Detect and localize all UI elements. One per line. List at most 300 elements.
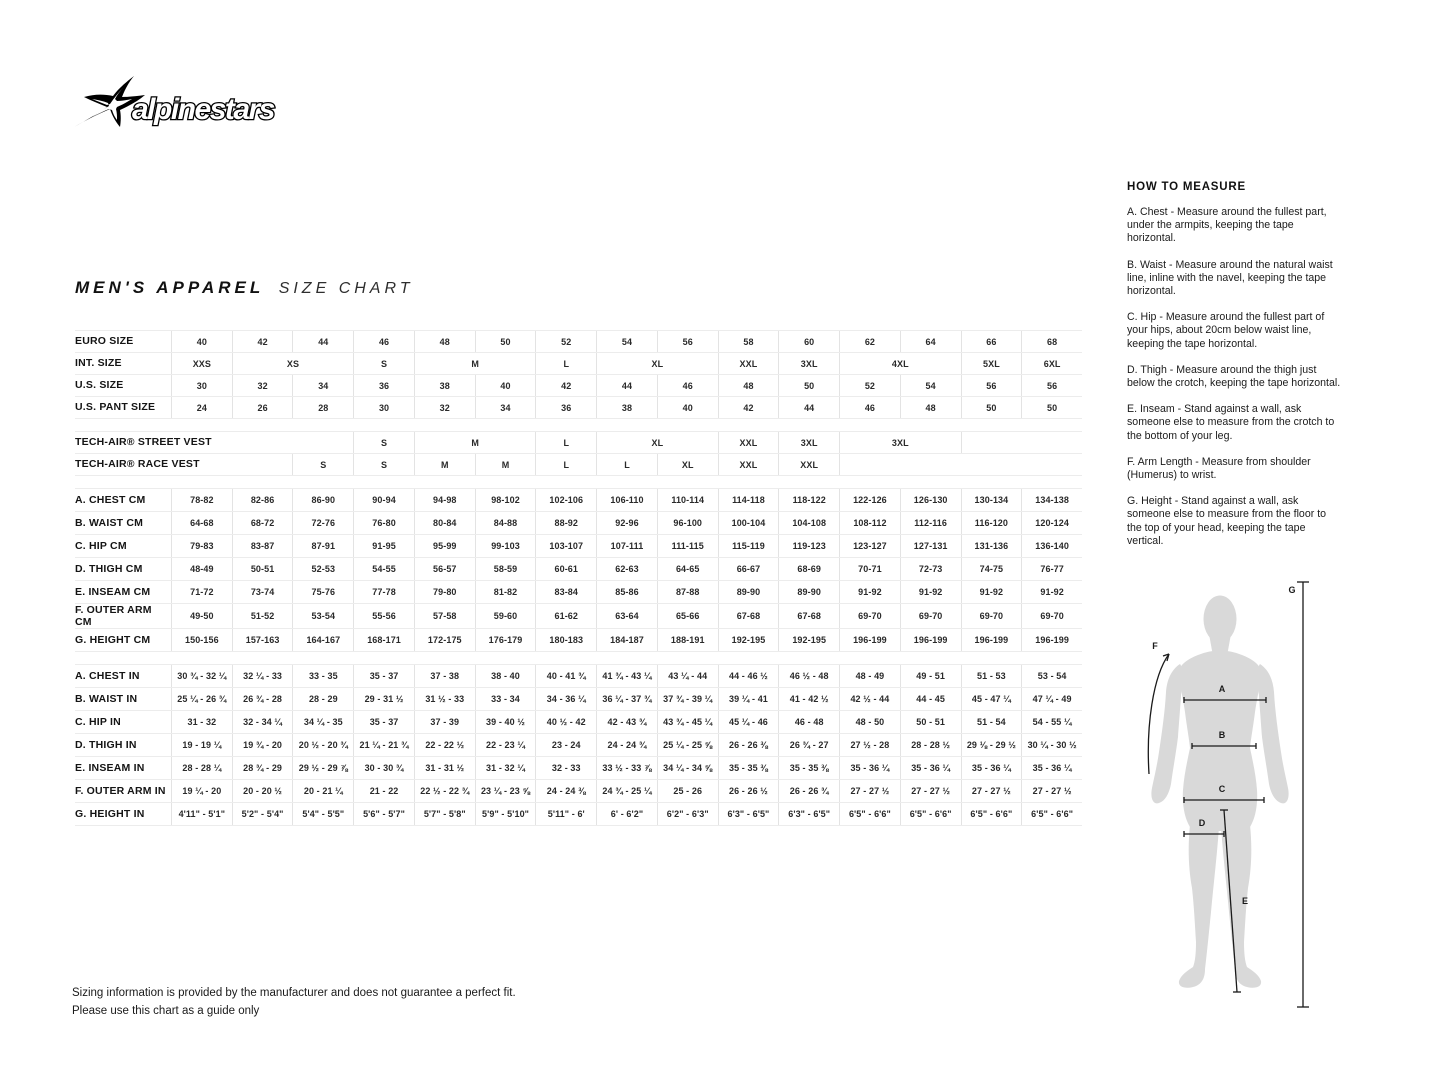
size-cell: 32	[232, 375, 293, 396]
size-cell: 60-61	[535, 558, 596, 580]
size-cell: 64	[900, 331, 961, 352]
size-cell: 31 - 32	[171, 711, 232, 733]
table-section-in	[75, 664, 1082, 826]
size-cell: 6'3" - 6'5"	[778, 803, 839, 825]
size-cell: 48-49	[171, 558, 232, 580]
size-cell: 30 ¾ - 32 ¼	[171, 665, 232, 687]
size-cell: 44	[292, 331, 353, 352]
size-cell: 78-82	[171, 489, 232, 511]
table-row	[75, 558, 1082, 581]
size-table	[75, 330, 1082, 838]
size-cell: 6'3" - 6'5"	[718, 803, 779, 825]
row-label: G. HEIGHT CM	[75, 634, 151, 647]
size-cell: 91-92	[839, 581, 900, 603]
size-cell: 35 - 36 ¼	[961, 757, 1022, 779]
size-cell: 70-71	[839, 558, 900, 580]
size-cell: 27 - 27 ½	[839, 780, 900, 802]
size-cell: 53 - 54	[1021, 665, 1082, 687]
row-label: TECH-AIR® STREET VEST	[75, 436, 212, 449]
size-cell: 48	[414, 331, 475, 352]
table-section-cm	[75, 488, 1082, 652]
size-cell: 83-84	[535, 581, 596, 603]
size-cell: M	[414, 432, 535, 453]
size-cell: 23 ¼ - 23 ⅝	[475, 780, 536, 802]
size-cell: 43 ¼ - 44	[657, 665, 718, 687]
table-row	[75, 629, 1082, 652]
size-cell: 107-111	[596, 535, 657, 557]
size-cell: L	[535, 353, 596, 374]
size-cell: 6'5" - 6'6"	[839, 803, 900, 825]
row-label: D. THIGH CM	[75, 562, 143, 575]
size-cell: 31 - 32 ¼	[475, 757, 536, 779]
size-cell: 68-72	[232, 512, 293, 534]
size-cell: 42	[535, 375, 596, 396]
size-cell: 196-199	[1021, 629, 1082, 651]
size-cell: 72-73	[900, 558, 961, 580]
size-cell: 26 ¾ - 28	[232, 688, 293, 710]
size-cell: 126-130	[900, 489, 961, 511]
row-label: U.S. PANT SIZE	[75, 401, 156, 414]
size-cell: 104-108	[778, 512, 839, 534]
size-cell: 69-70	[839, 604, 900, 628]
size-cell: 24 - 24 ⅜	[535, 780, 596, 802]
measure-label-a: A	[1218, 684, 1226, 694]
size-cell: 20 ½ - 20 ¾	[292, 734, 353, 756]
size-cell: 184-187	[596, 629, 657, 651]
size-cell: 89-90	[778, 581, 839, 603]
size-cell: 31 - 31 ½	[414, 757, 475, 779]
size-cell: 34 - 36 ¼	[535, 688, 596, 710]
size-cell: 21 - 22	[353, 780, 414, 802]
row-label: B. WAIST IN	[75, 693, 138, 706]
size-cell: 68-69	[778, 558, 839, 580]
size-cell: 35 - 36 ¼	[1021, 757, 1082, 779]
size-cell: 168-171	[353, 629, 414, 651]
size-cell: S	[353, 353, 414, 374]
size-cell: 5XL	[961, 353, 1022, 374]
size-cell: 26 - 26 ¾	[778, 780, 839, 802]
page-title-main: MEN'S APPAREL	[75, 278, 265, 297]
size-cell: 64-65	[657, 558, 718, 580]
size-cell: 22 ½ - 22 ¾	[414, 780, 475, 802]
size-cell: 69-70	[961, 604, 1022, 628]
size-cell: 114-118	[718, 489, 779, 511]
size-cell: 60	[778, 331, 839, 352]
size-cell: XL	[596, 353, 717, 374]
size-cell: 110-114	[657, 489, 718, 511]
size-cell: 46	[353, 331, 414, 352]
size-cell: 38 - 40	[475, 665, 536, 687]
size-cell: 26 ¾ - 27	[778, 734, 839, 756]
size-cell: 28 - 28 ½	[900, 734, 961, 756]
measure-instruction-waist: B. Waist - Measure around the natural waist line, inline with the navel, keeping the tape horizontal.	[1127, 258, 1333, 298]
how-to-measure-heading: HOW TO MEASURE	[1127, 181, 1246, 193]
size-cell: 42 - 43 ¾	[596, 711, 657, 733]
size-cell: 54	[900, 375, 961, 396]
size-cell: 82-86	[232, 489, 293, 511]
size-cell: 99-103	[475, 535, 536, 557]
disclaimer	[72, 985, 516, 1021]
row-label: C. HIP IN	[75, 716, 121, 729]
size-cell: 51 - 54	[961, 711, 1022, 733]
logo-wordmark: alpinestars	[132, 93, 274, 126]
size-cell: 49 - 51	[900, 665, 961, 687]
table-row	[75, 489, 1082, 512]
row-label: D. THIGH IN	[75, 739, 137, 752]
size-cell: 6'5" - 6'6"	[961, 803, 1022, 825]
size-cell: 39 ¼ - 41	[718, 688, 779, 710]
size-cell: 123-127	[839, 535, 900, 557]
size-cell: 27 - 27 ½	[900, 780, 961, 802]
size-cell: 48 - 50	[839, 711, 900, 733]
size-cell: 48	[718, 375, 779, 396]
table-row	[75, 331, 1082, 353]
size-cell: 74-75	[961, 558, 1022, 580]
size-cell: 40 - 41 ¾	[535, 665, 596, 687]
size-cell: 20 - 20 ½	[232, 780, 293, 802]
size-cell: 3XL	[778, 432, 839, 453]
size-cell: 98-102	[475, 489, 536, 511]
disclaimer-line-1: Sizing information is provided by the manufacturer and does not guarantee a perfect fit.	[72, 987, 516, 999]
size-cell: 6'2" - 6'3"	[657, 803, 718, 825]
size-cell: 42	[718, 397, 779, 418]
size-cell: 75-76	[292, 581, 353, 603]
size-cell: 63-64	[596, 604, 657, 628]
measure-instruction-chest: A. Chest - Measure around the fullest part, under the armpits, keeping the tape horizontal.	[1127, 206, 1327, 245]
size-cell: 57-58	[414, 604, 475, 628]
size-cell: 51 - 53	[961, 665, 1022, 687]
size-cell: 88-92	[535, 512, 596, 534]
size-cell: 44 - 45	[900, 688, 961, 710]
size-cell: 34	[292, 375, 353, 396]
size-cell: 36 ¼ - 37 ¾	[596, 688, 657, 710]
size-cell: 24 - 24 ¾	[596, 734, 657, 756]
size-cell: 47 ¼ - 49	[1021, 688, 1082, 710]
size-cell: 127-131	[900, 535, 961, 557]
size-cell: L	[535, 432, 596, 453]
size-cell: 33 - 35	[292, 665, 353, 687]
table-row	[75, 375, 1082, 397]
size-cell: 32 - 34 ¼	[232, 711, 293, 733]
size-cell: 5'11" - 6'	[535, 803, 596, 825]
size-cell: 150-156	[171, 629, 232, 651]
size-cell: 52	[535, 331, 596, 352]
size-cell: 79-80	[414, 581, 475, 603]
size-cell: XXS	[171, 353, 232, 374]
size-cell: 62	[839, 331, 900, 352]
alpinestars-logo	[70, 76, 322, 139]
row-label: A. CHEST IN	[75, 670, 140, 683]
size-cell: 72-76	[292, 512, 353, 534]
size-cell: XS	[232, 353, 353, 374]
size-cell: 27 - 27 ½	[1021, 780, 1082, 802]
size-cell: 40 ½ - 42	[535, 711, 596, 733]
size-cell: XL	[596, 432, 717, 453]
table-row	[75, 780, 1082, 803]
size-cell: 50	[961, 397, 1022, 418]
size-cell: S	[353, 432, 414, 453]
size-cell: 111-115	[657, 535, 718, 557]
size-cell: 30	[171, 375, 232, 396]
size-cell: 33 - 34	[475, 688, 536, 710]
size-cell	[961, 432, 1082, 453]
size-cell: 3XL	[839, 432, 960, 453]
page-title-sub: SIZE CHART	[278, 280, 414, 297]
size-cell: 38	[414, 375, 475, 396]
body-measurement-figure	[1140, 576, 1320, 1021]
page-title	[75, 278, 414, 298]
size-cell: 44	[778, 397, 839, 418]
table-row	[75, 688, 1082, 711]
table-row	[75, 803, 1082, 826]
size-cell: 112-116	[900, 512, 961, 534]
row-label: F. OUTER ARM IN	[75, 785, 166, 798]
size-cell: 37 - 39	[414, 711, 475, 733]
size-cell: 35 - 35 ⅜	[778, 757, 839, 779]
size-cell: 87-91	[292, 535, 353, 557]
size-cell: 69-70	[900, 604, 961, 628]
size-cell: 5'7" - 5'8"	[414, 803, 475, 825]
size-cell: M	[414, 454, 475, 475]
size-cell: 44 - 46 ½	[718, 665, 779, 687]
size-cell: 32	[414, 397, 475, 418]
size-cell: 6'5" - 6'6"	[900, 803, 961, 825]
size-cell: 32 ¼ - 33	[232, 665, 293, 687]
size-cell: 28 - 29	[292, 688, 353, 710]
size-cell: 192-195	[778, 629, 839, 651]
size-cell: 28 ¾ - 29	[232, 757, 293, 779]
size-cell: 102-106	[535, 489, 596, 511]
size-cell: 6'5" - 6'6"	[1021, 803, 1082, 825]
size-cell: 46	[657, 375, 718, 396]
size-cell: 5'6" - 5'7"	[353, 803, 414, 825]
measure-instruction-height: G. Height - Stand against a wall, ask someone else to measure from the floor to the top of your head, keeping the tape vertical.	[1127, 495, 1327, 547]
size-cell: 26 - 26 ⅜	[718, 734, 779, 756]
size-cell: 35 - 37	[353, 711, 414, 733]
size-cell: 131-136	[961, 535, 1022, 557]
size-cell: 49-50	[171, 604, 232, 628]
height-measure-line	[1297, 582, 1309, 1007]
size-cell: 176-179	[475, 629, 536, 651]
size-cell: 172-175	[414, 629, 475, 651]
size-cell: 50	[1021, 397, 1082, 418]
size-cell: 188-191	[657, 629, 718, 651]
size-cell: 103-107	[535, 535, 596, 557]
size-cell: 164-167	[292, 629, 353, 651]
size-cell: 54 - 55 ¼	[1021, 711, 1082, 733]
size-cell: 120-124	[1021, 512, 1082, 534]
size-cell: 91-95	[353, 535, 414, 557]
size-cell: 33 ½ - 33 ⅞	[596, 757, 657, 779]
size-cell: 89-90	[718, 581, 779, 603]
size-cell: 48 - 49	[839, 665, 900, 687]
size-cell: 119-123	[778, 535, 839, 557]
table-row	[75, 432, 1082, 454]
size-cell: 51-52	[232, 604, 293, 628]
size-cell: 91-92	[961, 581, 1022, 603]
size-cell: 39 - 40 ½	[475, 711, 536, 733]
table-row	[75, 535, 1082, 558]
size-cell: 29 ½ - 29 ⅞	[292, 757, 353, 779]
size-cell: 96-100	[657, 512, 718, 534]
size-cell: 42 ½ - 44	[839, 688, 900, 710]
size-cell: 22 - 22 ½	[414, 734, 475, 756]
size-cell	[839, 454, 1082, 475]
disclaimer-line-2: Please use this chart as a guide only	[72, 1004, 260, 1017]
size-cell: XXL	[778, 454, 839, 475]
size-cell: 37 - 38	[414, 665, 475, 687]
alpinestars-logo-graphic	[70, 76, 322, 134]
size-cell: 83-87	[232, 535, 293, 557]
size-cell: XXL	[718, 353, 779, 374]
table-row	[75, 353, 1082, 375]
measure-label-c: C	[1218, 784, 1226, 794]
measure-label-e: E	[1241, 896, 1249, 906]
measure-label-b: B	[1218, 730, 1226, 740]
size-cell: 41 - 42 ½	[778, 688, 839, 710]
size-cell: L	[535, 454, 596, 475]
size-cell: 35 - 36 ¼	[839, 757, 900, 779]
size-cell: 68	[1021, 331, 1082, 352]
size-cell: 46 - 48	[778, 711, 839, 733]
size-cell: 19 ¾ - 20	[232, 734, 293, 756]
size-cell: 40	[171, 331, 232, 352]
measure-instruction-arm: F. Arm Length - Measure from shoulder (Humerus) to wrist.	[1127, 455, 1311, 482]
size-cell: 65-66	[657, 604, 718, 628]
size-cell: 40	[657, 397, 718, 418]
size-cell: 34 ¼ - 34 ⅝	[657, 757, 718, 779]
size-cell: 5'4" - 5'5"	[292, 803, 353, 825]
size-cell: 45 ¼ - 46	[718, 711, 779, 733]
measure-label-d: D	[1198, 818, 1206, 828]
size-cell: 20 - 21 ¼	[292, 780, 353, 802]
size-cell: 50	[778, 375, 839, 396]
size-cell: M	[475, 454, 536, 475]
size-cell: 35 - 37	[353, 665, 414, 687]
size-cell: 67-68	[778, 604, 839, 628]
size-cell: 54	[596, 331, 657, 352]
size-cell: 66-67	[718, 558, 779, 580]
size-cell: 24	[171, 397, 232, 418]
size-cell: 86-90	[292, 489, 353, 511]
size-cell: 55-56	[353, 604, 414, 628]
table-row	[75, 512, 1082, 535]
size-cell: 48	[900, 397, 961, 418]
size-cell: 6' - 6'2"	[596, 803, 657, 825]
size-cell: 180-183	[535, 629, 596, 651]
size-cell: 134-138	[1021, 489, 1082, 511]
size-cell: 100-104	[718, 512, 779, 534]
size-cell: 50	[475, 331, 536, 352]
size-cell: 6XL	[1021, 353, 1082, 374]
size-cell: 30 - 30 ¾	[353, 757, 414, 779]
size-cell: 73-74	[232, 581, 293, 603]
row-label: C. HIP CM	[75, 539, 127, 552]
size-cell: 26	[232, 397, 293, 418]
size-cell: 56	[961, 375, 1022, 396]
measure-instruction-inseam: E. Inseam - Stand against a wall, ask someone else to measure from the crotch to the bottom of your leg.	[1127, 403, 1335, 442]
size-cell: 90-94	[353, 489, 414, 511]
size-cell: 122-126	[839, 489, 900, 511]
size-cell: 43 ¾ - 45 ¼	[657, 711, 718, 733]
size-cell: 4'11" - 5'1"	[171, 803, 232, 825]
row-label: INT. SIZE	[75, 357, 122, 370]
table-row	[75, 711, 1082, 734]
table-section-sizes	[75, 330, 1082, 419]
size-cell: 36	[535, 397, 596, 418]
size-cell: 28	[292, 397, 353, 418]
size-cell: 29 ⅛ - 29 ½	[961, 734, 1022, 756]
row-label: A. CHEST CM	[75, 493, 146, 506]
size-cell: 40	[475, 375, 536, 396]
size-cell: 84-88	[475, 512, 536, 534]
size-cell: 71-72	[171, 581, 232, 603]
size-cell: 58	[718, 331, 779, 352]
size-cell: 36	[353, 375, 414, 396]
size-cell: 53-54	[292, 604, 353, 628]
size-cell: 92-96	[596, 512, 657, 534]
size-cell: 80-84	[414, 512, 475, 534]
size-cell: 27 - 27 ½	[961, 780, 1022, 802]
size-cell: 94-98	[414, 489, 475, 511]
size-cell: XXL	[718, 454, 779, 475]
row-label: F. OUTER ARM CM	[75, 604, 152, 629]
row-label: E. INSEAM CM	[75, 585, 151, 598]
size-cell: 28 - 28 ¼	[171, 757, 232, 779]
size-cell: 46	[839, 397, 900, 418]
row-label: EURO SIZE	[75, 335, 134, 348]
size-cell: 50 - 51	[900, 711, 961, 733]
size-cell: 67-68	[718, 604, 779, 628]
table-section-techair	[75, 431, 1082, 476]
size-cell: 54-55	[353, 558, 414, 580]
size-cell: 3XL	[778, 353, 839, 374]
size-cell: 64-68	[171, 512, 232, 534]
size-cell: 69-70	[1021, 604, 1082, 628]
size-cell: 30 ¼ - 30 ½	[1021, 734, 1082, 756]
measure-instruction-thigh: D. Thigh - Measure around the thigh just below the crotch, keeping the tape horizontal.	[1127, 363, 1341, 390]
size-cell: 79-83	[171, 535, 232, 557]
size-cell: 196-199	[839, 629, 900, 651]
size-cell: 25 - 26	[657, 780, 718, 802]
table-row	[75, 397, 1082, 419]
size-cell: 95-99	[414, 535, 475, 557]
size-cell: 35 - 35 ⅜	[718, 757, 779, 779]
size-cell: 27 ½ - 28	[839, 734, 900, 756]
size-cell: 58-59	[475, 558, 536, 580]
size-cell: 61-62	[535, 604, 596, 628]
size-cell: 56	[1021, 375, 1082, 396]
size-cell: 42	[232, 331, 293, 352]
size-cell: XXL	[718, 432, 779, 453]
measure-label-f: F	[1152, 641, 1158, 651]
size-cell: 59-60	[475, 604, 536, 628]
size-cell: S	[353, 454, 414, 475]
table-row	[75, 581, 1082, 604]
size-cell: 19 ¼ - 20	[171, 780, 232, 802]
size-cell: 23 - 24	[535, 734, 596, 756]
measure-instruction-hip: C. Hip - Measure around the fullest part of your hips, about 20cm below waist line, keeping the tape horizontal.	[1127, 311, 1325, 350]
size-cell: 76-80	[353, 512, 414, 534]
table-row	[75, 665, 1082, 688]
size-cell: 52-53	[292, 558, 353, 580]
size-cell: 5'2" - 5'4"	[232, 803, 293, 825]
size-cell: 115-119	[718, 535, 779, 557]
size-cell: 41 ¾ - 43 ¼	[596, 665, 657, 687]
size-cell: 45 - 47 ¼	[961, 688, 1022, 710]
size-cell: 66	[961, 331, 1022, 352]
size-cell: 5'9" - 5'10"	[475, 803, 536, 825]
